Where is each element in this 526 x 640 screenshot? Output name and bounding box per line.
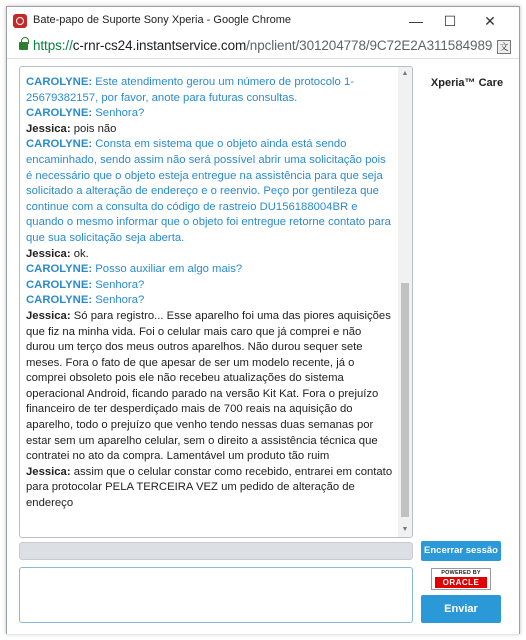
translate-icon[interactable]: 文	[497, 40, 511, 54]
url-text[interactable]	[33, 38, 492, 53]
message-sender: CAROLYNE:	[26, 263, 93, 276]
end-session-button[interactable]: Encerrar sessão	[421, 541, 501, 561]
chat-message	[26, 122, 393, 138]
lock-icon	[19, 42, 28, 50]
message-sender: Jessica:	[26, 309, 71, 322]
message-text: assim que o celular constar como recebido, entrarei em contato para protocolar PELA TERCEIRA VEZ um pedido de alteração de endereço	[26, 465, 393, 510]
chat-message	[26, 262, 393, 278]
maximize-button[interactable]: ☐	[443, 13, 457, 29]
message-sender: Jessica:	[26, 122, 71, 135]
url-path: /npclient/301204778/9C72E2A311584989	[246, 38, 493, 53]
message-text: Consta em sistema que o objeto ainda está sendo encaminhado, sendo assim não será possível abrir uma solicitação pois é necessário que o objeto esteja entregue na assistência para que seja solicitado a alteração de endereço e o reenvio. Peço por gentileza que continue com a consulta do código de rastreio DU156188004BR e quando o mesmo informar que o objeto foi entregue retorne contato para que sua solicitação seja aberta.	[26, 138, 391, 244]
chat-message	[26, 106, 393, 122]
chat-message	[26, 137, 393, 246]
chat-message	[26, 465, 393, 512]
message-sender: CAROLYNE:	[26, 76, 93, 88]
chat-page	[7, 60, 519, 634]
url-host: c-rnr-cs24.instantservice.com	[72, 38, 247, 53]
message-sender: CAROLYNE:	[26, 107, 93, 120]
powered-by-label: POWERED BY	[441, 570, 481, 576]
send-button[interactable]: Enviar	[421, 595, 501, 623]
message-sender: Jessica:	[26, 247, 71, 260]
chat-transcript	[19, 66, 413, 538]
message-text: ok.	[73, 247, 89, 260]
message-sender: Jessica:	[26, 465, 71, 478]
close-button[interactable]: ✕	[484, 13, 496, 29]
message-text: Posso auxiliar em algo mais?	[95, 263, 243, 276]
message-text: Senhora?	[95, 107, 145, 120]
typing-status-bar	[19, 542, 413, 560]
message-text: Senhora?	[95, 294, 145, 307]
chat-scroll-area[interactable]	[20, 67, 397, 537]
scrollbar-thumb[interactable]	[401, 283, 409, 517]
chat-message	[26, 293, 393, 309]
message-text: Só para registro... Esse aparelho foi uma das piores aquisições que fiz na minha vida. Foi o celular mais caro que já comprei e não durou um terço dos meus outros aparelhos. Não durou sequer sete meses. Fora o fato de que apesar de ser um modelo recente, já o comprei obsoleto pois ele não recebeu atualizações do sistema operacional Android, ficando parado na versão Kit Kat. Fora o prejuízo financeiro de ter desperdiçado mais de 700 reais na aquisição do aparelho, todo o prejuízo que venho tendo nessas duas semanas por estar sem um aparelho celular, sem o direito a assistência técnica que contratei no ato da compra. Lamentável um produto tão ruim	[26, 309, 391, 463]
chat-message	[26, 278, 393, 294]
browser-window	[6, 6, 520, 634]
chat-message	[26, 247, 393, 263]
minimize-button[interactable]: —	[409, 13, 423, 29]
message-text: Este atendimento gerou um número de protocolo 1-25679382157, por favor, anote para futuras consultas.	[26, 76, 354, 104]
message-sender: CAROLYNE:	[26, 294, 93, 307]
message-text: pois não	[73, 122, 117, 135]
window-title: Bate-papo de Suporte Sony Xperia - Google Chrome	[33, 14, 292, 26]
url-scheme: https://	[33, 38, 73, 53]
powered-by-oracle-badge	[431, 568, 491, 590]
chat-scrollbar[interactable]	[398, 67, 412, 537]
chat-message	[26, 75, 393, 106]
scroll-down-icon[interactable]: ▼	[401, 526, 409, 533]
oracle-logo: ORACLE	[435, 577, 487, 588]
message-text: Senhora?	[95, 278, 145, 291]
brand-title: Xperia™ Care	[430, 77, 504, 89]
chrome-app-icon	[13, 14, 27, 28]
message-sender: CAROLYNE:	[26, 278, 93, 291]
chat-message	[26, 309, 393, 465]
scroll-up-icon[interactable]: ▲	[401, 70, 409, 77]
message-input-box[interactable]	[19, 567, 413, 623]
title-bar	[7, 7, 519, 35]
message-input[interactable]	[24, 571, 408, 619]
message-sender: CAROLYNE:	[26, 138, 93, 151]
address-bar[interactable]	[7, 35, 519, 59]
